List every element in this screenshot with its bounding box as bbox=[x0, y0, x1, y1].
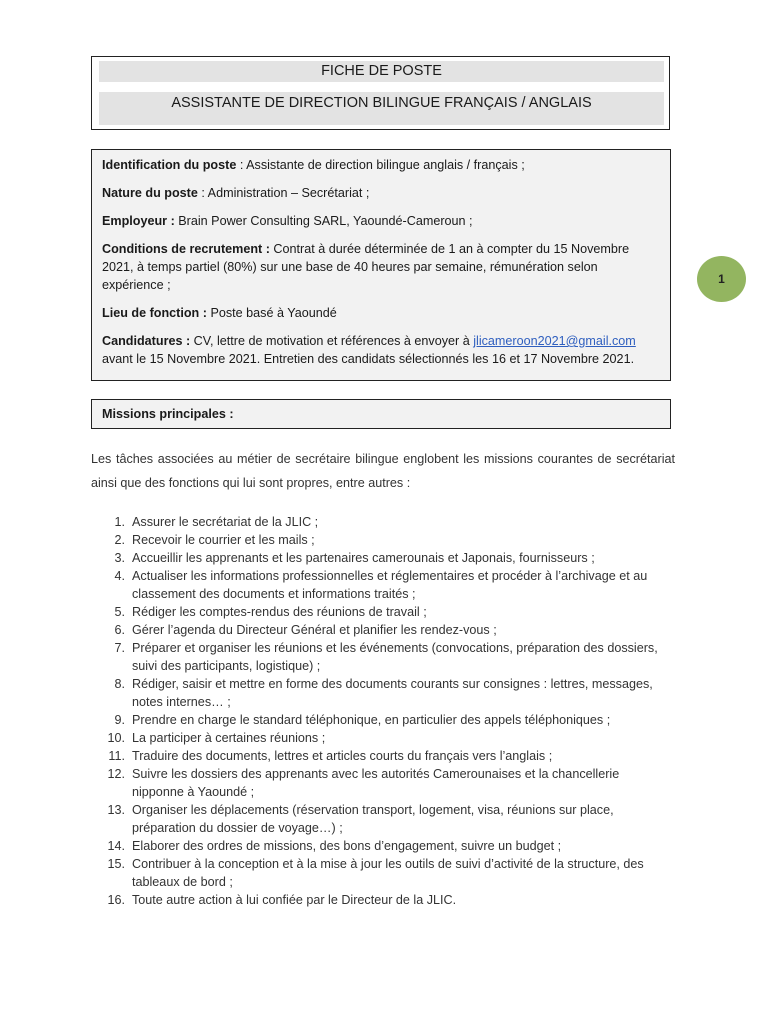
info-conditions-label: Conditions de recrutement : bbox=[102, 242, 270, 256]
task-text: Traduire des documents, lettres et articles courts du français vers l’anglais ; bbox=[132, 749, 553, 763]
task-item bbox=[91, 513, 671, 531]
task-item bbox=[91, 801, 671, 837]
task-number: 15. bbox=[107, 857, 125, 871]
task-list bbox=[91, 513, 671, 909]
task-item bbox=[91, 837, 671, 855]
info-employeur-value: Brain Power Consulting SARL, Yaoundé-Cameroun ; bbox=[174, 214, 473, 228]
task-item bbox=[91, 891, 671, 909]
info-lieu bbox=[102, 304, 660, 322]
task-text: Accueillir les apprenants et les partenaires camerounais et Japonais, fournisseurs ; bbox=[132, 551, 595, 565]
task-number: 8. bbox=[114, 677, 125, 691]
task-item bbox=[91, 567, 671, 603]
task-item bbox=[91, 765, 671, 801]
task-number: 16. bbox=[107, 893, 125, 907]
task-number: 13. bbox=[107, 803, 125, 817]
task-text: Actualiser les informations professionnelles et réglementaires et procéder à l’archivage et au classement des documents et informations traités ; bbox=[132, 569, 648, 601]
info-candidatures-label: Candidatures : bbox=[102, 334, 191, 348]
info-identification-label: Identification du poste bbox=[102, 158, 237, 172]
info-conditions bbox=[102, 240, 660, 294]
task-item bbox=[91, 549, 671, 567]
task-number: 2. bbox=[114, 533, 125, 547]
task-text: Contribuer à la conception et à la mise à jour les outils de suivi d’activité de la structure, des tableaux de bord ; bbox=[132, 857, 644, 889]
task-text: Toute autre action à lui confiée par le Directeur de la JLIC. bbox=[132, 893, 457, 907]
task-text: Elaborer des ordres de missions, des bons d’engagement, suivre un budget ; bbox=[132, 839, 562, 853]
task-number: 9. bbox=[114, 713, 125, 727]
task-text: Rédiger, saisir et mettre en forme des documents courants sur consignes : lettres, messages, notes internes… ; bbox=[132, 677, 653, 709]
info-conditions-value: Contrat à durée déterminée de 1 an à compter du 15 Novembre 2021, à temps partiel (80%) sur une base de 40 heures par semaine, rémunération selon expérience ; bbox=[102, 242, 630, 292]
info-candidatures-tail: avant le 15 Novembre 2021. Entretien des candidats sélectionnés les 16 et 17 Novembre 2021. bbox=[102, 352, 635, 366]
task-number: 1. bbox=[114, 515, 125, 529]
task-item bbox=[91, 747, 671, 765]
task-number: 5. bbox=[114, 605, 125, 619]
task-text: Recevoir le courrier et les mails ; bbox=[132, 533, 315, 547]
task-text: Prendre en charge le standard téléphonique, en particulier des appels téléphoniques ; bbox=[132, 713, 611, 727]
task-item bbox=[91, 621, 671, 639]
document-title: FICHE DE POSTE bbox=[99, 61, 664, 82]
task-text: La participer à certaines réunions ; bbox=[132, 731, 326, 745]
task-item bbox=[91, 711, 671, 729]
task-item bbox=[91, 729, 671, 747]
info-nature-value: : Administration – Secrétariat ; bbox=[197, 186, 370, 200]
job-info-box bbox=[91, 149, 671, 381]
task-number: 4. bbox=[114, 569, 125, 583]
task-item bbox=[91, 639, 671, 675]
task-number: 11. bbox=[108, 749, 125, 763]
missions-heading: Missions principales : bbox=[102, 407, 234, 421]
task-text: Organiser les déplacements (réservation transport, logement, visa, réunions sur place, préparation du dossier de voyage…) ; bbox=[132, 803, 614, 835]
info-identification-value: : Assistante de direction bilingue anglais / français ; bbox=[236, 158, 525, 172]
task-number: 14. bbox=[107, 839, 125, 853]
task-item bbox=[91, 675, 671, 711]
info-identification bbox=[102, 156, 660, 174]
task-text: Rédiger les comptes-rendus des réunions de travail ; bbox=[132, 605, 427, 619]
task-text: Assurer le secrétariat de la JLIC ; bbox=[132, 515, 319, 529]
task-number: 7. bbox=[114, 641, 125, 655]
info-employeur-label: Employeur : bbox=[102, 214, 175, 228]
task-item bbox=[91, 531, 671, 549]
task-item bbox=[91, 603, 671, 621]
info-candidatures-value: CV, lettre de motivation et références à envoyer à bbox=[190, 334, 474, 348]
document-subtitle: ASSISTANTE DE DIRECTION BILINGUE FRANÇAIS / ANGLAIS bbox=[99, 92, 664, 125]
title-box bbox=[91, 56, 670, 130]
missions-intro: Les tâches associées au métier de secrétaire bilingue englobent les missions courantes de secrétariat ainsi que des fonctions qui lui sont propres, entre autres : bbox=[91, 452, 675, 490]
task-text: Suivre les dossiers des apprenants avec les autorités Camerounaises et la chancellerie nipponne à Yaoundé ; bbox=[132, 767, 620, 799]
info-employeur bbox=[102, 212, 660, 230]
task-item bbox=[91, 855, 671, 891]
info-nature-label: Nature du poste bbox=[102, 186, 198, 200]
task-text: Préparer et organiser les réunions et les événements (convocations, préparation des dossiers, suivi des participants, logistique) ; bbox=[132, 641, 658, 673]
info-candidatures bbox=[102, 332, 660, 368]
missions-heading-box bbox=[91, 399, 671, 429]
task-number: 3. bbox=[114, 551, 125, 565]
info-lieu-value: Poste basé à Yaoundé bbox=[206, 306, 337, 320]
task-number: 10. bbox=[107, 731, 125, 745]
info-lieu-label: Lieu de fonction : bbox=[102, 306, 207, 320]
task-text: Gérer l’agenda du Directeur Général et planifier les rendez-vous ; bbox=[132, 623, 497, 637]
email-link[interactable]: jlicameroon2021@gmail.com bbox=[473, 334, 636, 348]
task-number: 12. bbox=[107, 767, 125, 781]
info-nature bbox=[102, 184, 660, 202]
task-number: 6. bbox=[114, 623, 125, 637]
page-number-badge: 1 bbox=[697, 256, 746, 302]
